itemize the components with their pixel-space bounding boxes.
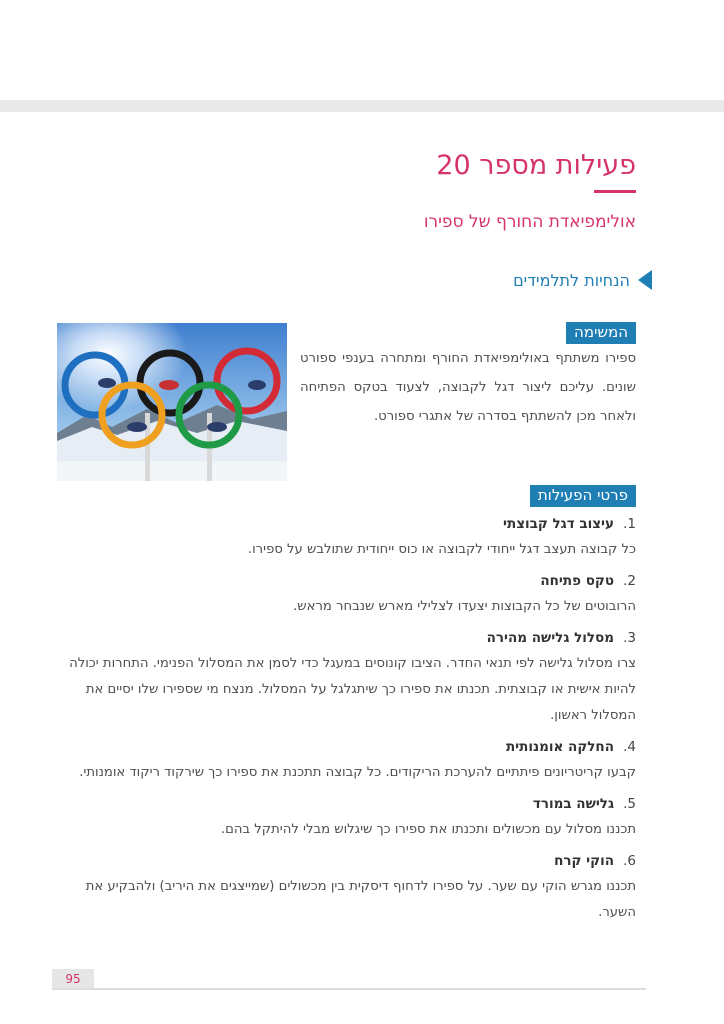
list-item — [56, 847, 636, 926]
item-number: 2. — [623, 573, 636, 589]
item-body: הרובוטים של כל הקבוצות יצעדו לצלילי מארש שנבחר מראש. — [293, 599, 636, 614]
item-title: טקס פתיחה — [540, 573, 614, 589]
item-body: תכננו מגרש הוקי עם שער. על ספירו לדחוף דיסקית בין מכשולים (שמייצגים את היריב) ולהבקיע את השער. — [85, 879, 636, 920]
item-title: מסלול גלישה מהירה — [486, 630, 614, 646]
triangle-marker-icon — [638, 270, 652, 290]
item-title: הוקי קרח — [554, 853, 614, 869]
item-number: 6. — [623, 853, 636, 869]
item-number: 3. — [623, 630, 636, 646]
list-item — [56, 624, 636, 729]
activity-subtitle: אולימפיאדת החורף של ספירו — [423, 212, 636, 232]
item-body: צרו מסלול גלישה לפי תנאי החדר. הציבו קונוסים במעגל כדי לסמן את המסלול הפנימי. התחרות יכולה להיות אישית או קבוצתית. תכנתו את ספירו כך שיתגלגל על המסלול. מנצח מי שספירו שלו יסיים את המסלול ראשון. — [69, 656, 636, 723]
item-title: החלקה אומנותית — [505, 739, 614, 755]
item-title: גלישה במורד — [532, 796, 614, 812]
list-item — [56, 733, 636, 786]
student-guidelines-heading — [513, 270, 652, 290]
list-item — [56, 510, 636, 563]
item-number: 4. — [623, 739, 636, 755]
item-number: 1. — [623, 516, 636, 532]
list-item — [56, 567, 636, 620]
mission-text: ספירו משתתף באולימפיאדת החורף ומתחרה בענפי ספורט שונים. עליכם ליצור דגל לקבוצה, לצעוד בטקס הפתיחה ולאחר מכן להשתתף בסדרה של אתגרי ספורט. — [300, 351, 636, 424]
item-body: קבעו קריטריונים פיתתיים להערכת הריקודים. כל קבוצה תתכנת את ספירו כך שירקוד ריקוד אומנותי. — [79, 765, 636, 780]
page-number: 95 — [52, 969, 94, 989]
olympic-rings-photo — [57, 323, 287, 481]
activity-title: פעילות מספר 20 — [436, 150, 636, 181]
activity-details-label: פרטי הפעילות — [530, 485, 636, 507]
item-number: 5. — [623, 796, 636, 812]
guidelines-label: הנחיות לתלמידים — [513, 270, 630, 290]
item-body: כל קבוצה תעצב דגל ייחודי לקבוצה או כוס ייחודית שתולבש על ספירו. — [247, 542, 636, 557]
mission-label: המשימה — [566, 322, 636, 344]
list-item — [56, 790, 636, 843]
activity-details-list — [56, 510, 636, 930]
olympic-rings-image — [57, 323, 287, 481]
header-band — [0, 100, 724, 112]
item-body: תכננו מסלול עם מכשולים ותכנתו את ספירו כך שיגלוש מבלי להיתקל בהם. — [220, 822, 636, 837]
item-title: עיצוב דגל קבוצתי — [503, 516, 614, 532]
title-underline — [594, 190, 636, 193]
footer-divider — [52, 988, 646, 990]
